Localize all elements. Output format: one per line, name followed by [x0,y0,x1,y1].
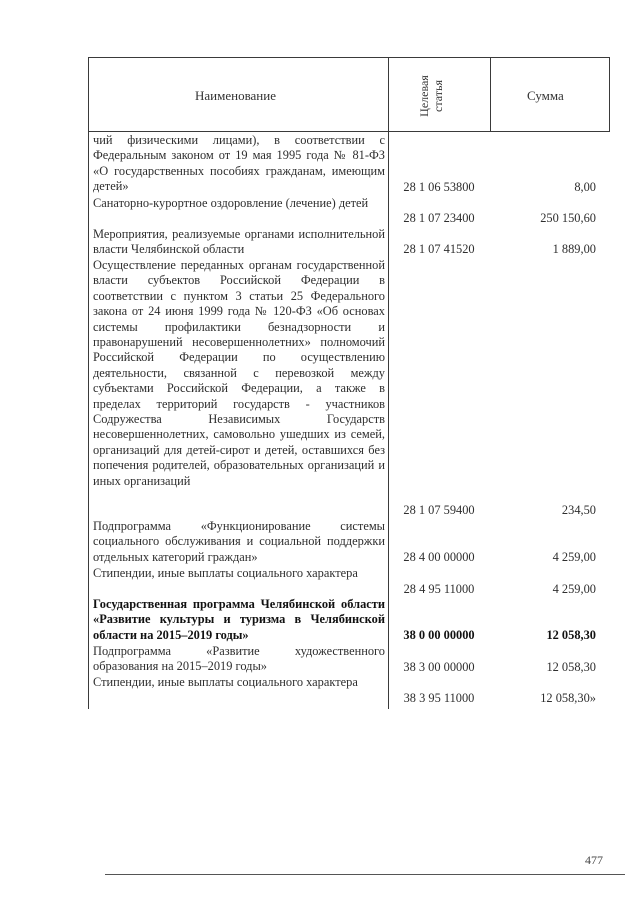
header-code-line2: статья [431,80,445,112]
row-2-name: Санаторно-курортное оздоровление (лечение) детей [93,196,369,210]
row-2-sum: 250 150,60 [540,211,596,225]
row-6-code: 28 4 95 11000 [403,582,475,596]
row-3-sum: 1 889,00 [552,242,596,256]
row-7-name: Государственная программа Челябинской области «Развитие культуры и туризма в Челябинской области на 2015–2019 годы» [93,597,385,642]
header-sum: Сумма [527,88,564,103]
row-4-code: 28 1 07 59400 [403,503,475,517]
row-9-name: Стипендии, иные выплаты социального характера [93,675,358,689]
row-8-name: Подпрограмма «Развитие художественного образования на 2015–2019 годы» [93,644,385,674]
row-7-sum: 12 058,30 [546,628,596,642]
row-5-sum: 4 259,00 [552,550,596,564]
row-8-code: 38 3 00 00000 [403,660,475,674]
header-right-border [609,57,610,132]
row-2-code: 28 1 07 23400 [403,211,475,225]
row-9-code: 38 3 95 11000 [403,691,475,705]
row-1-sum: 8,00 [574,180,596,194]
body-divider-1 [388,131,389,709]
header-left-border [88,57,89,132]
row-3-name: Мероприятия, реализуемые органами исполнительной власти Челябинской области [93,227,385,257]
row-9-sum: 12 058,30» [540,691,596,705]
header-name: Наименование [195,88,276,103]
row-4-sum: 234,50 [561,503,596,517]
row-5-code: 28 4 00 00000 [403,550,475,564]
bottom-rule [105,874,625,875]
row-7-code: 38 0 00 00000 [403,628,475,642]
row-1-code: 28 1 06 53800 [403,180,475,194]
page-number: 477 [585,853,603,867]
body-left-border [88,131,89,709]
header-top-rule [88,57,610,58]
row-4-name: Осуществление переданных органам государственной власти субъектов Российской Федерации в соответствии с пунктом 3 статьи 25 Федерального закона от 24 июня 1999 года № 120-ФЗ «Об основах системы профилактики безнадзорности и правонарушений несовершеннолетних» полномочий Российской Федерации по осуществлению деятельности, связанной с перевозкой между субъектами Российской Федерации, а также в пределах территорий государств - участников Содружества Независимых Государств несовершеннолетних, самовольно ушедших из семей, организаций для детей-сирот и детей, оставшихся без попечения родителей, образовательных организаций и иных организаций [93,258,385,488]
row-6-name: Стипендии, иные выплаты социального характера [93,566,358,580]
row-6-sum: 4 259,00 [552,582,596,596]
row-5-name: Подпрограмма «Функционирование системы социального обслуживания и социальной поддержки отдельных категорий граждан» [93,519,385,564]
header-divider-2 [490,57,491,132]
header-bottom-rule [88,131,610,132]
header-divider-1 [388,57,389,132]
row-1-name: чий физическими лицами), в соответствии с Федеральным законом от 19 мая 1995 года № 81-ФЗ «О государственных пособиях гражданам, имеющим детей» [93,133,385,194]
row-8-sum: 12 058,30 [546,660,596,674]
row-3-code: 28 1 07 41520 [403,242,475,256]
header-code-line1: Целевая [417,75,431,117]
